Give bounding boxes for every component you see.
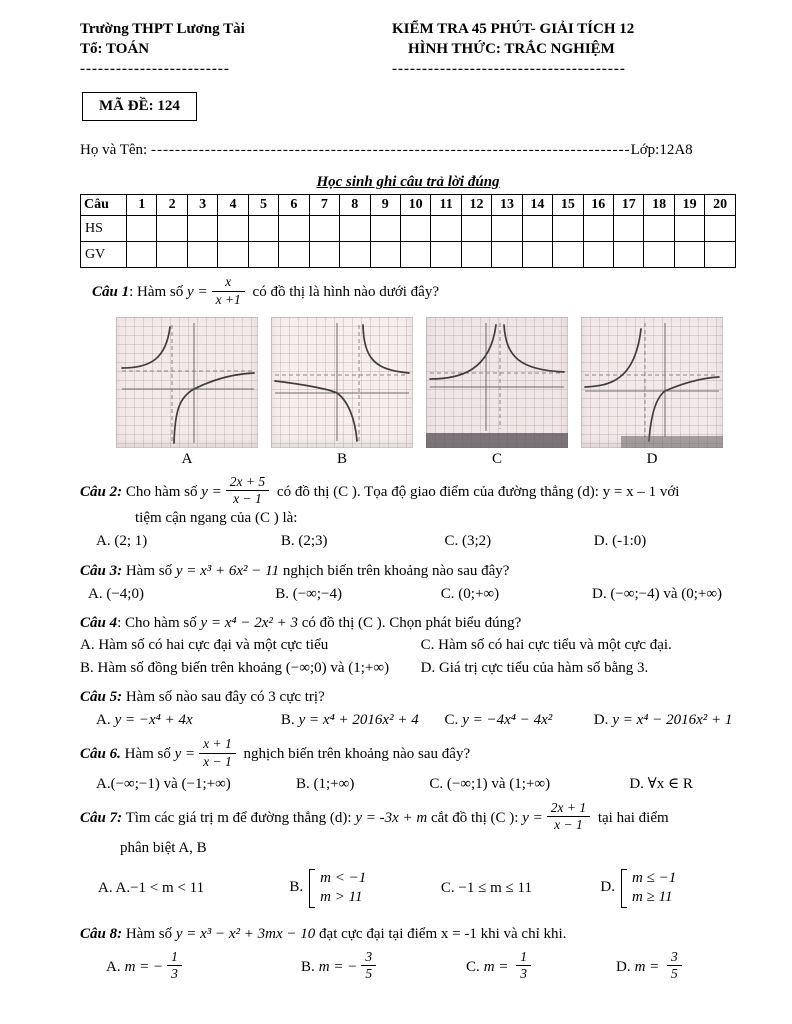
inequality-top: m < −1 — [320, 869, 367, 886]
fraction-numerator: 1 — [167, 950, 182, 966]
answer-cell-gv-8[interactable] — [340, 242, 370, 268]
fraction-numerator: 3 — [361, 950, 376, 966]
q7-answer-a: A. A.−1 < m < 11 — [98, 879, 205, 896]
question-4-post: có đồ thị (C ). Chọn phát biểu đúng? — [298, 615, 522, 632]
graph-label-d: D — [646, 450, 658, 467]
question-4 — [80, 613, 736, 678]
q6-denominator: x − 1 — [203, 753, 232, 769]
q1-function-lead: y = — [187, 284, 208, 301]
option-fraction — [361, 950, 376, 981]
answer-cell-gv-4[interactable] — [218, 242, 248, 268]
answer-cell-hs-6[interactable] — [279, 216, 309, 242]
question-5-answers — [96, 710, 736, 730]
fraction-denominator: 5 — [671, 965, 678, 981]
q7-denominator: x − 1 — [554, 817, 583, 833]
exam-title: KIỂM TRA 45 PHÚT- GIẢI TÍCH 12 — [392, 21, 635, 37]
answer-cell-gv-19[interactable] — [674, 242, 704, 268]
fraction-denominator: 3 — [520, 965, 527, 981]
answer-col-9: 9 — [370, 195, 400, 216]
answer-cell-hs-9[interactable] — [370, 216, 400, 242]
option-fraction — [167, 950, 182, 981]
q4-answer-d: D. Giá trị cực tiểu của hàm số bằng 3. — [420, 659, 649, 676]
question-6-label: Câu 6. — [80, 746, 121, 763]
fraction-numerator: 1 — [516, 950, 531, 966]
answer-row-label-hs: HS — [81, 216, 127, 242]
answer-col-3: 3 — [187, 195, 217, 216]
question-3 — [80, 561, 736, 605]
option-math: m = − — [124, 958, 164, 975]
answer-col-16: 16 — [583, 195, 613, 216]
header-left — [80, 20, 388, 79]
q3-answer-a: A. (−4;0) — [88, 585, 144, 602]
photo-shadow — [621, 436, 723, 448]
graph-photo-d — [581, 317, 723, 448]
q7-answer-b — [289, 869, 441, 908]
option-math: y = x⁴ + 2016x² + 4 — [298, 712, 419, 729]
answer-cell-gv-20[interactable] — [705, 242, 736, 268]
answer-cell-gv-14[interactable] — [522, 242, 552, 268]
q4-answer-b: B. Hàm số đồng biến trên khoảng (−∞;0) và (1;+∞) — [80, 659, 390, 676]
answer-cell-hs-10[interactable] — [400, 216, 430, 242]
hyperbola-branch — [174, 373, 254, 443]
inequality-bottom: m ≥ 11 — [632, 889, 673, 906]
question-5-text: Hàm số nào sau đây có 3 cực trị? — [122, 688, 325, 705]
q7-d-cases — [621, 869, 676, 908]
q7-fraction — [547, 801, 590, 832]
answer-col-2: 2 — [157, 195, 187, 216]
question-7-answers — [98, 869, 736, 908]
hyperbola-branch — [585, 329, 641, 387]
q7-answer-c: C. −1 ≤ m ≤ 11 — [440, 879, 532, 896]
graph-a-plot — [116, 317, 258, 448]
divider-dashes-left: ------------------------- — [80, 60, 230, 77]
option-math: y = −x⁴ + 4x — [114, 712, 193, 729]
hyperbola-branch — [363, 325, 409, 373]
question-2-post: có đồ thị (C ). Tọa độ giao điểm của đường thẳng (d): y = x – 1 với — [273, 483, 680, 500]
option-math: y = x⁴ − 2016x² + 1 — [612, 712, 733, 729]
answer-cell-hs-8[interactable] — [340, 216, 370, 242]
q2-answer-d: D. (-1:0) — [593, 533, 647, 550]
answer-col-4: 4 — [218, 195, 248, 216]
answer-row-hs — [81, 216, 736, 242]
q7-numerator: 2x + 1 — [547, 801, 590, 817]
q7-function-lead: y = — [522, 810, 543, 827]
question-4-pre: : Cho hàm số — [117, 615, 201, 632]
answer-cell-gv-6[interactable] — [279, 242, 309, 268]
q2-denominator: x − 1 — [233, 490, 262, 506]
question-2-line2: tiệm cận ngang của (C ) là: — [135, 510, 298, 527]
q6-function-lead: y = — [174, 746, 196, 763]
answer-cell-gv-7[interactable] — [309, 242, 339, 268]
school-name: Trường THPT Lương Tài — [80, 21, 245, 37]
answer-cell-hs-4[interactable] — [218, 216, 248, 242]
question-4-answers — [80, 635, 736, 678]
answer-cell-gv-16[interactable] — [583, 242, 613, 268]
department: Tổ: TOÁN — [80, 40, 150, 57]
answer-row-label-gv: GV — [81, 242, 127, 268]
q2-numerator: 2x + 5 — [226, 475, 269, 491]
left-bracket — [309, 869, 315, 908]
answer-col-14: 14 — [522, 195, 552, 216]
q1-denominator: x +1 — [215, 291, 241, 307]
q1-fraction — [212, 275, 245, 306]
graph-photo-c — [426, 317, 568, 448]
hyperbola-branch — [275, 381, 357, 441]
inequality-bottom: m > 11 — [320, 889, 363, 906]
option-fraction — [516, 950, 531, 981]
graph-photo-b — [271, 317, 413, 448]
answer-cell-hs-16[interactable] — [583, 216, 613, 242]
question-3-answers — [88, 584, 736, 604]
option-letter: B. — [289, 879, 304, 896]
option-letter: C. — [465, 958, 480, 975]
answer-col-7: 7 — [309, 195, 339, 216]
answer-cell-hs-17[interactable] — [614, 216, 644, 242]
question-1 — [92, 274, 736, 308]
option-math: m = — [483, 958, 513, 975]
option-fraction — [667, 950, 682, 981]
answer-cell-gv-12[interactable] — [461, 242, 491, 268]
q4-answer-c: C. Hàm số có hai cực tiểu và một cực đại. — [420, 637, 672, 654]
answer-col-1: 1 — [127, 195, 157, 216]
q7-b-cases — [309, 869, 366, 908]
answer-row-gv — [81, 242, 736, 268]
q2-fraction — [226, 475, 269, 506]
question-8-label: Câu 8: — [80, 925, 123, 942]
answer-cell-gv-5[interactable] — [248, 242, 278, 268]
fraction-denominator: 5 — [365, 965, 373, 981]
q8-answer-c — [465, 948, 616, 983]
header-right — [388, 20, 736, 79]
q3-function: y = x³ + 6x² − 11 — [175, 562, 280, 579]
answer-cell-hs-7[interactable] — [309, 216, 339, 242]
answer-cell-hs-20[interactable] — [705, 216, 736, 242]
q8-answer-d — [615, 948, 736, 983]
class-label: Lớp:12A8 — [630, 142, 693, 159]
question-5 — [80, 687, 736, 731]
exam-code: MÃ ĐỀ: 124 — [99, 98, 180, 115]
fraction-denominator: 3 — [171, 965, 178, 981]
option-math: m = − — [318, 958, 358, 975]
answer-col-10: 10 — [400, 195, 430, 216]
question-6-post: nghịch biến trên khoảng nào sau đây? — [239, 746, 471, 763]
question-8-answers — [106, 948, 736, 983]
graph-photo-a — [116, 317, 258, 448]
question-7-mid: cắt đồ thị (C ): — [427, 810, 523, 827]
graph-c-plot — [426, 317, 568, 448]
question-1-figures — [116, 317, 736, 468]
graph-option-b — [271, 317, 413, 468]
question-4-label: Câu 4 — [80, 615, 118, 632]
question-8-post: đạt cực đại tại điểm x = -1 khi và chỉ khi. — [315, 925, 567, 942]
option-letter: C. — [444, 712, 459, 729]
option-letter: A. — [106, 958, 121, 975]
answer-col-19: 19 — [674, 195, 704, 216]
answer-cell-gv-2[interactable] — [157, 242, 187, 268]
answer-cell-gv-18[interactable] — [644, 242, 674, 268]
answer-cell-gv-1[interactable] — [127, 242, 157, 268]
answer-instruction: Học sinh ghi câu trả lời đúng — [316, 174, 500, 191]
q2-function-lead: y = — [201, 483, 222, 500]
question-8 — [80, 924, 736, 984]
option-letter: D. — [615, 958, 631, 975]
exam-format: HÌNH THỨC: TRẮC NGHIỆM — [408, 40, 615, 57]
graph-option-c — [426, 317, 568, 468]
q5-answer-d — [594, 710, 736, 730]
answer-col-12: 12 — [461, 195, 491, 216]
q7-answer-d — [600, 869, 736, 908]
answer-table-header-row — [81, 195, 736, 216]
question-6 — [80, 736, 736, 794]
question-8-pre: Hàm số — [122, 925, 176, 942]
option-letter: A. — [96, 712, 111, 729]
question-1-post: có đồ thị là hình nào dưới đây? — [248, 284, 439, 301]
question-7-post: tại hai điểm — [594, 810, 669, 827]
answer-cell-hs-11[interactable] — [431, 216, 461, 242]
answer-col-5: 5 — [248, 195, 278, 216]
q2-answer-b: B. (2;3) — [280, 533, 328, 550]
exam-header — [80, 20, 736, 79]
answer-col-15: 15 — [553, 195, 583, 216]
q2-answer-a: A. (2; 1) — [96, 533, 148, 550]
q6-answer-a: A.(−∞;−1) và (−1;+∞) — [96, 775, 231, 792]
question-7-pre: Tìm các giá trị m để đường thẳng (d): — [122, 810, 356, 827]
question-5-label: Câu 5: — [80, 688, 123, 705]
question-2-answers — [96, 531, 736, 551]
question-3-pre: Hàm số — [122, 562, 176, 579]
answer-cell-hs-2[interactable] — [157, 216, 187, 242]
q5-answer-c — [444, 710, 593, 730]
photo-shadow — [426, 433, 568, 448]
q6-answer-b: B. (1;+∞) — [296, 775, 355, 792]
answer-col-6: 6 — [279, 195, 309, 216]
answer-cell-hs-13[interactable] — [492, 216, 522, 242]
answer-cell-gv-3[interactable] — [187, 242, 217, 268]
option-math: m = — [634, 958, 664, 975]
exam-code-box — [82, 92, 197, 121]
answer-col-20: 20 — [705, 195, 736, 216]
q3-answer-b: B. (−∞;−4) — [275, 585, 342, 602]
answer-cell-hs-14[interactable] — [522, 216, 552, 242]
answer-cell-hs-3[interactable] — [187, 216, 217, 242]
answer-col-8: 8 — [340, 195, 370, 216]
question-6-answers — [96, 774, 736, 794]
q1-numerator: x — [212, 275, 245, 291]
graph-b-plot — [271, 317, 413, 448]
answer-col-18: 18 — [644, 195, 674, 216]
q6-answer-c: C. (−∞;1) và (1;+∞) — [429, 775, 551, 792]
question-3-post: nghịch biến trên khoảng nào sau đây? — [279, 562, 510, 579]
question-2-pre: Cho hàm số — [122, 483, 202, 500]
q3-answer-d: D. (−∞;−4) và (0;+∞) — [591, 585, 723, 602]
question-2-label: Câu 2: — [80, 483, 123, 500]
q5-answer-b — [281, 710, 445, 730]
question-6-pre: Hàm số — [120, 746, 175, 763]
graph-option-d — [581, 317, 723, 468]
option-letter: D. — [593, 712, 609, 729]
answer-cell-hs-18[interactable] — [644, 216, 674, 242]
q4-answer-a: A. Hàm số có hai cực đại và một cực tiểu — [80, 637, 329, 654]
answer-cell-gv-11[interactable] — [431, 242, 461, 268]
answer-col-17: 17 — [614, 195, 644, 216]
option-letter: D. — [600, 879, 616, 896]
name-line — [80, 142, 736, 159]
q8-function: y = x³ − x² + 3mx − 10 — [175, 925, 316, 942]
graph-label-a: A — [181, 450, 193, 467]
divider-dashes-right: --------------------------------------- — [392, 60, 626, 77]
fraction-numerator: 3 — [667, 950, 682, 966]
hyperbola-branch — [649, 377, 719, 441]
question-2 — [80, 473, 736, 552]
hyperbola-branch — [504, 325, 564, 372]
q3-answer-c: C. (0;+∞) — [440, 585, 500, 602]
option-letter: B. — [280, 712, 295, 729]
inequality-top: m ≤ −1 — [632, 869, 677, 886]
answer-col-13: 13 — [492, 195, 522, 216]
q6-numerator: x + 1 — [199, 737, 236, 753]
answer-cell-gv-17[interactable] — [614, 242, 644, 268]
answer-cell-hs-19[interactable] — [674, 216, 704, 242]
name-label: Họ và Tên: — [80, 142, 151, 159]
q6-fraction — [199, 737, 236, 768]
question-7 — [80, 799, 736, 908]
q8-answer-a — [106, 948, 301, 983]
answer-cell-gv-15[interactable] — [553, 242, 583, 268]
q4-function: y = x⁴ − 2x² + 3 — [200, 615, 299, 632]
answer-cell-hs-1[interactable] — [127, 216, 157, 242]
answer-table — [80, 194, 736, 268]
question-1-pre: : Hàm số — [129, 284, 188, 301]
graph-option-a — [116, 317, 258, 468]
q8-answer-b — [300, 948, 466, 983]
q2-answer-c: C. (3;2) — [444, 533, 492, 550]
option-math: y = −4x⁴ − 4x² — [462, 712, 553, 729]
answer-col-label: Câu — [81, 195, 127, 216]
graph-label-c: C — [491, 450, 502, 467]
left-bracket — [621, 869, 627, 908]
answer-cell-gv-10[interactable] — [400, 242, 430, 268]
q7-line-equation: y = -3x + m — [355, 810, 428, 827]
q6-answer-d: D. ∀x ∈ R — [629, 775, 693, 792]
q5-answer-a — [96, 710, 281, 730]
answer-cell-gv-9[interactable] — [370, 242, 400, 268]
answer-cell-hs-15[interactable] — [553, 216, 583, 242]
answer-cell-hs-5[interactable] — [248, 216, 278, 242]
question-7-line2: phân biệt A, B — [120, 840, 207, 857]
hyperbola-branch — [122, 327, 170, 368]
answer-col-11: 11 — [431, 195, 461, 216]
answer-cell-hs-12[interactable] — [461, 216, 491, 242]
question-1-label: Câu 1 — [92, 284, 130, 301]
option-letter: B. — [300, 958, 315, 975]
answer-cell-gv-13[interactable] — [492, 242, 522, 268]
graph-d-plot — [581, 317, 723, 448]
graph-label-b: B — [336, 450, 347, 467]
question-3-label: Câu 3: — [80, 562, 123, 579]
name-blank[interactable]: -------------------------------------------------------------------------------- — [150, 142, 631, 159]
question-7-label: Câu 7: — [80, 810, 123, 827]
